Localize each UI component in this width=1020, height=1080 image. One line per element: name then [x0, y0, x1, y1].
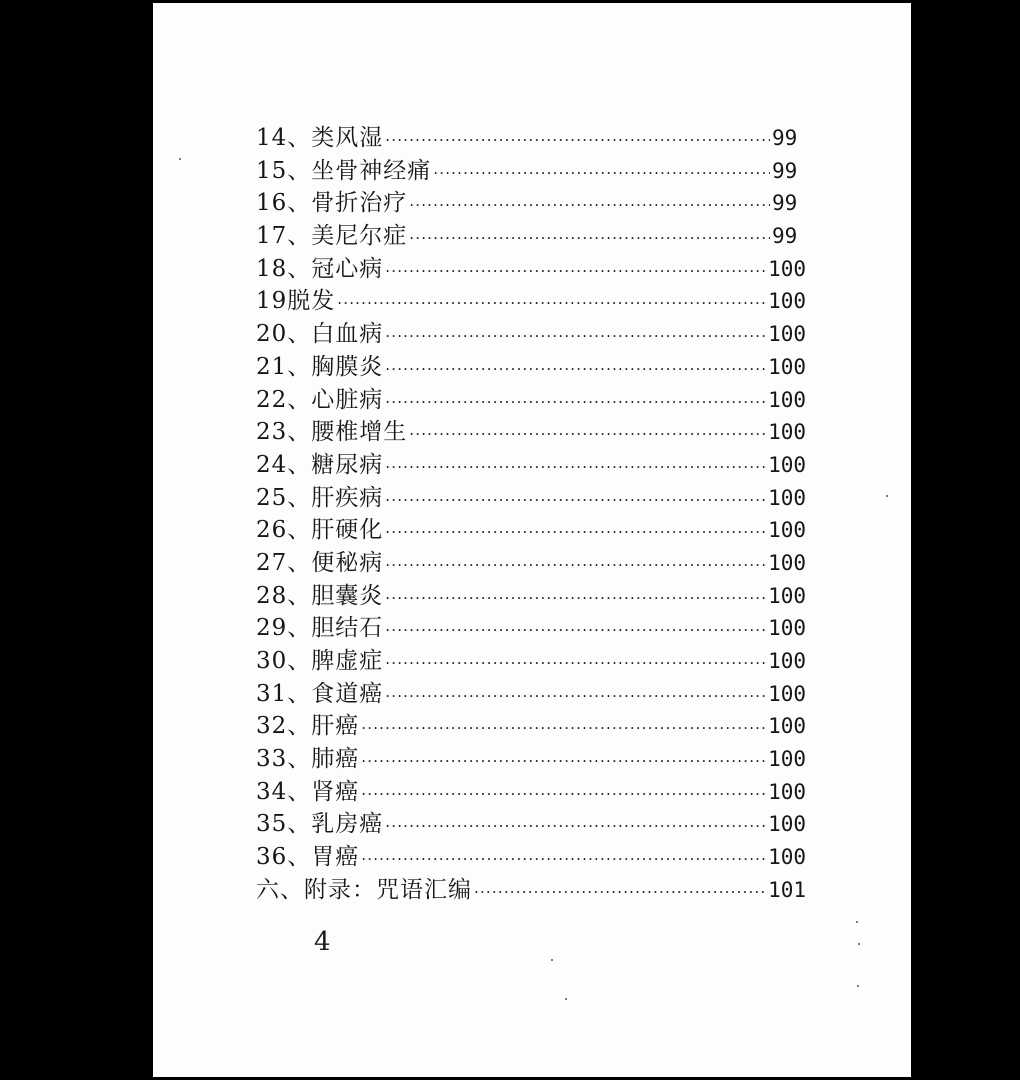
- toc-entry-title: 15、坐骨神经痛: [256, 157, 432, 184]
- toc-entry: [256, 315, 806, 348]
- toc-entry-page: 100: [768, 714, 806, 739]
- dot-leader: [385, 327, 766, 345]
- toc-entry: [256, 871, 806, 904]
- scan-speck: [857, 985, 859, 987]
- toc-entry-title: 23、腰椎增生: [256, 419, 408, 446]
- dot-leader: [361, 719, 766, 737]
- dot-leader: [409, 425, 766, 443]
- dot-leader: [409, 196, 770, 214]
- dot-leader: [409, 229, 770, 247]
- toc-entry: [256, 348, 806, 381]
- scan-speck: [179, 158, 181, 160]
- scanned-page: [153, 3, 911, 1077]
- scan-speck: [856, 921, 858, 923]
- toc-entry: [256, 479, 806, 512]
- toc-entry: [256, 413, 806, 446]
- toc-entry: [256, 282, 806, 315]
- toc-entry-page: 100: [768, 845, 806, 870]
- page-number: 4: [314, 927, 331, 957]
- toc-entry-page: 100: [768, 812, 806, 837]
- dot-leader: [361, 752, 766, 770]
- toc-entry: [256, 707, 806, 740]
- toc-entry-page: 100: [768, 747, 806, 772]
- dot-leader: [385, 817, 766, 835]
- toc-entry-title: 28、胆囊炎: [256, 582, 384, 609]
- toc-entry: [256, 217, 806, 250]
- toc-entry-page: 100: [768, 485, 806, 510]
- toc-entry-title: 36、胃癌: [256, 844, 360, 871]
- toc-entry: [256, 250, 806, 283]
- toc-entry-title: 16、骨折治疗: [256, 190, 408, 217]
- dot-leader: [361, 850, 766, 868]
- toc-entry-title: 19脱发: [256, 288, 336, 315]
- scan-speck: [551, 959, 553, 961]
- toc-entry-title: 18、冠心病: [256, 255, 384, 282]
- toc-entry: [256, 609, 806, 642]
- toc-entry-title: 22、心脏病: [256, 386, 384, 413]
- toc-entry: [256, 740, 806, 773]
- toc-entry-title: 34、肾癌: [256, 778, 360, 805]
- toc-entry: [256, 152, 806, 185]
- toc-entry: [256, 675, 806, 708]
- dot-leader: [385, 393, 766, 411]
- toc-entry-title: 20、白血病: [256, 321, 384, 348]
- toc-entry-page: 100: [768, 681, 806, 706]
- toc-entry: [256, 642, 806, 675]
- toc-entry-page: 100: [768, 649, 806, 673]
- dot-leader: [385, 523, 766, 541]
- toc-entry-page: 100: [768, 550, 806, 575]
- dot-leader: [385, 556, 766, 574]
- scan-speck: [858, 943, 860, 945]
- toc-entry-page: 100: [768, 322, 806, 347]
- toc-entry: [256, 446, 806, 479]
- table-of-contents: [256, 119, 806, 904]
- toc-entry-title: 17、美尼尔症: [256, 223, 408, 250]
- toc-entry-page: 99: [772, 158, 798, 183]
- toc-entry-page: 100: [768, 289, 806, 314]
- toc-entry-page: 100: [768, 616, 806, 641]
- dot-leader: [385, 687, 766, 705]
- toc-entry-page: 99: [772, 224, 798, 249]
- toc-entry-title: 六、附录：咒语汇编: [256, 876, 472, 903]
- toc-entry-page: 100: [768, 420, 806, 445]
- dot-leader: [474, 883, 766, 901]
- toc-entry-page: 100: [768, 354, 806, 379]
- toc-entry: [256, 511, 806, 544]
- toc-entry-title: 31、食道癌: [256, 680, 384, 707]
- toc-entry: [256, 577, 806, 610]
- dot-leader: [337, 294, 766, 312]
- dot-leader: [385, 621, 766, 639]
- toc-entry-page: 100: [768, 518, 806, 543]
- toc-entry-title: 21、胸膜炎: [256, 353, 384, 380]
- toc-entry-page: 99: [772, 191, 798, 216]
- toc-entry-title: 29、胆结石: [256, 615, 384, 642]
- toc-entry-title: 27、便秘病: [256, 549, 384, 576]
- toc-entry-page: 101: [768, 877, 806, 902]
- toc-entry: [256, 544, 806, 577]
- dot-leader: [385, 589, 766, 607]
- dot-leader: [385, 131, 770, 149]
- toc-entry-page: 99: [772, 126, 798, 150]
- toc-entry: [256, 773, 806, 806]
- scan-speck: [565, 998, 567, 1000]
- toc-entry-title: 14、类风湿: [256, 125, 384, 151]
- dot-leader: [385, 262, 766, 280]
- toc-entry-page: 100: [768, 452, 806, 477]
- scan-speck: [886, 495, 888, 497]
- toc-entry: [256, 381, 806, 414]
- dot-leader: [385, 654, 766, 672]
- toc-entry-title: 30、脾虚症: [256, 648, 384, 674]
- toc-entry-page: 100: [768, 583, 806, 608]
- toc-entry-title: 33、肺癌: [256, 746, 360, 773]
- toc-entry-title: 35、乳房癌: [256, 811, 384, 838]
- dot-leader: [385, 458, 766, 476]
- dot-leader: [361, 785, 766, 803]
- toc-entry: [256, 838, 806, 871]
- toc-entry-page: 100: [768, 779, 806, 804]
- toc-entry-title: 32、肝癌: [256, 713, 360, 740]
- toc-entry: [256, 805, 806, 838]
- dot-leader: [385, 491, 766, 509]
- toc-entry-title: 25、肝疾病: [256, 484, 384, 511]
- toc-entry-page: 100: [768, 256, 806, 281]
- toc-entry-title: 26、肝硬化: [256, 517, 384, 544]
- dot-leader: [385, 360, 766, 378]
- toc-entry: [256, 119, 806, 152]
- toc-entry-title: 24、糖尿病: [256, 451, 384, 478]
- toc-entry-page: 100: [768, 387, 806, 412]
- dot-leader: [433, 164, 770, 182]
- toc-entry: [256, 184, 806, 217]
